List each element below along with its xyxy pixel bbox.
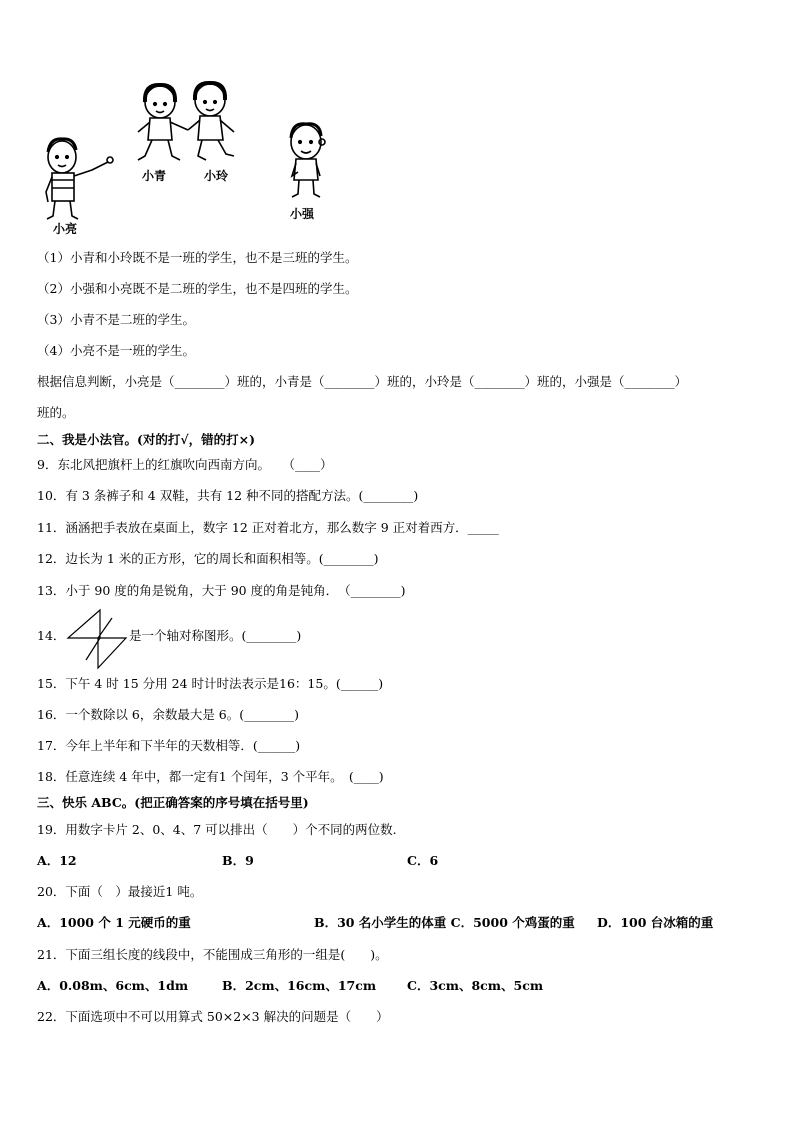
section2-title: 二、我是小法官。(对的打√，错的打×) [37,432,256,447]
judgement-question: 根据信息判断，小亮是（________）班的，小青是（________）班的，小玲是（________）班的，小强是（________） [37,374,688,389]
judgement-question-cont: 班的。 [37,405,75,420]
question-16: 16．一个数除以 6，余数最大是 6。(________) [37,707,300,722]
q19-option-a: A．12 [37,853,77,868]
girl-xiaoling-figure [188,83,234,160]
question-10: 10．有 3 条裤子和 4 双鞋，共有 12 种不同的搭配方法。(________) [37,488,419,503]
question-11: 11．涵涵把手表放在桌面上，数字 12 正对着北方，那么数字 9 正对着西方．_____ [37,520,499,535]
q20-option-d: D．100 台冰箱的重 [597,915,714,930]
question-13: 13．小于 90 度的角是锐角，大于 90 度的角是钝角． （________) [37,583,406,598]
q19-option-b: B．9 [222,853,254,868]
girl-xiaoqing-figure [138,85,188,160]
question-22: 22．下面选项中不可以用算式 50×2×3 解决的问题是（ ） [37,1009,389,1024]
clue-2: （2）小强和小亮既不是二班的学生，也不是四班的学生。 [37,281,358,296]
question-12: 12．边长为 1 米的正方形，它的周长和面积相等。(________) [37,551,379,566]
name-xiaoqiang: 小强 [290,207,315,221]
q21-option-a: A．0.08m、6cm、1dm [37,978,189,993]
question-15: 15．下午 4 时 15 分用 24 时计时法表示是16：15。(______) [37,676,384,691]
q21-option-c: C．3cm、8cm、5cm [407,978,544,993]
pinwheel-shape-figure [66,608,128,670]
question-18: 18．任意连续 4 年中，都一定有1 个闰年，3 个平年。 (____) [37,769,384,784]
name-xiaoliang: 小亮 [53,222,78,236]
question-9: 9．东北风把旗杆上的红旗吹向西南方向。 （____） [37,457,333,472]
question-14-text: 是一个轴对称图形。(________) [129,628,302,643]
q20-option-a: A．1000 个 1 元硬币的重 [37,915,191,930]
clue-3: （3）小青不是二班的学生。 [37,312,195,327]
name-xiaoling: 小玲 [204,169,229,183]
name-xiaoqing: 小青 [142,169,167,183]
boy-xiaoqiang-figure [291,124,325,197]
clue-4: （4）小亮不是一班的学生。 [37,343,195,358]
question-20: 20．下面（ ）最接近1 吨。 [37,884,203,899]
q20-option-bc: B．30 名小学生的体重 C．5000 个鸡蛋的重 [314,915,575,930]
question-21: 21．下面三组长度的线段中，不能围成三角形的一组是( )。 [37,947,388,962]
question-17: 17．今年上半年和下半年的天数相等．(______) [37,738,301,753]
clue-1: （1）小青和小玲既不是一班的学生，也不是三班的学生。 [37,250,358,265]
boy-xiaoliang-figure [46,139,113,219]
q19-option-c: C．6 [407,853,439,868]
question-19: 19．用数字卡片 2、0、4、7 可以排出（ ）个不同的两位数. [37,822,397,837]
q21-option-b: B．2cm、16cm、17cm [222,978,377,993]
question-14-number: 14． [37,628,66,643]
section3-title: 三、快乐 ABC。(把正确答案的序号填在括号里) [37,795,309,810]
